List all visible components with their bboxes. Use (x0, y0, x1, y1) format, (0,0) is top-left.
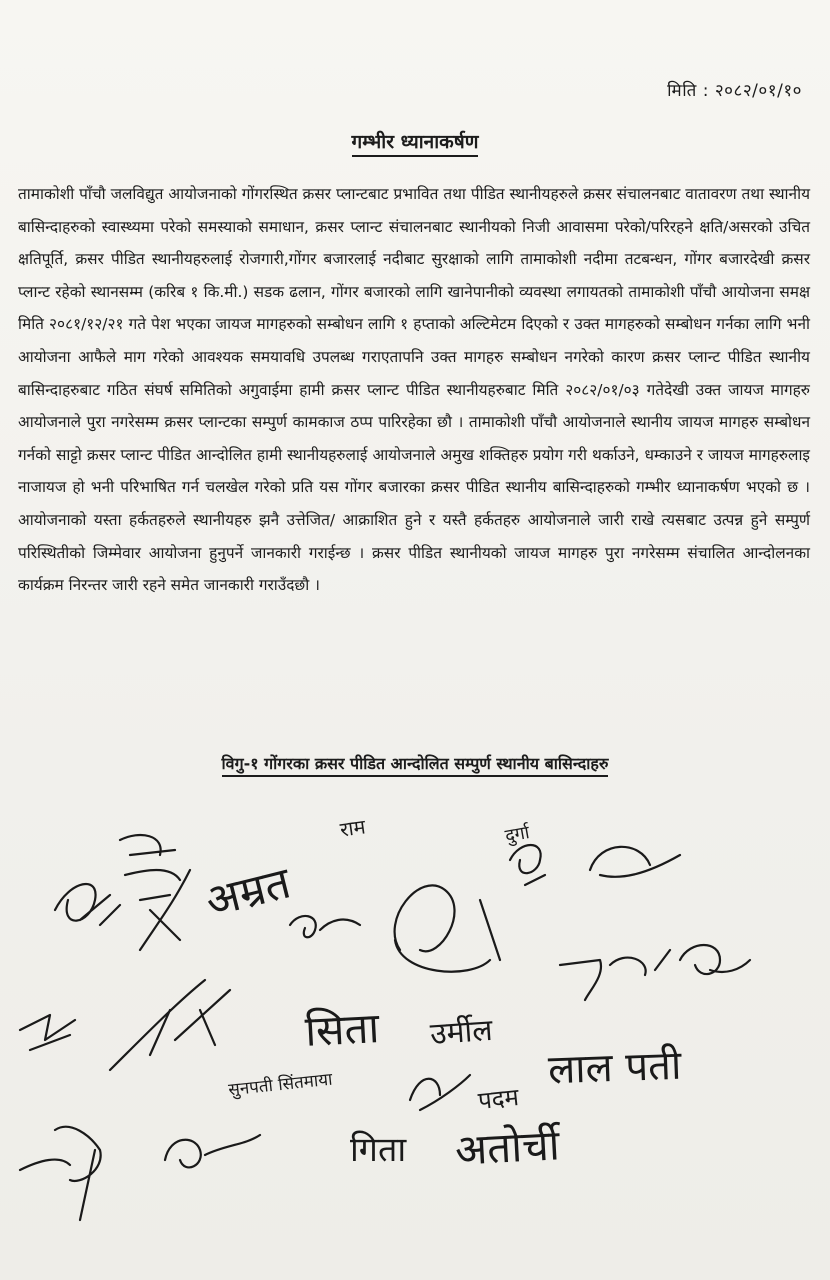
signature-mark (20, 1127, 101, 1220)
signatories-heading-text: विगु-१ गोंगरका क्रसर पीडित आन्दोलित सम्पुर्ण स्थानीय बासिन्दाहरु (222, 754, 609, 777)
signature-name: पदम (476, 1082, 521, 1116)
signature-name: दुर्गा (503, 822, 532, 847)
signature-mark (395, 885, 500, 971)
document-title (0, 128, 830, 154)
signature-mark (165, 1135, 260, 1167)
signature-name: लाल पती (547, 1042, 683, 1094)
signature-mark (680, 945, 750, 974)
signatures-area (0, 800, 830, 1270)
signature-mark (110, 980, 230, 1070)
signature-mark (510, 845, 545, 885)
signature-mark (290, 916, 360, 937)
signature-mark (560, 950, 670, 1000)
document-date: मिति : २०८२/०१/१० (667, 81, 802, 101)
signature-name: सिता (303, 1003, 381, 1056)
signature-scribbles (0, 800, 830, 1270)
signature-mark (410, 1075, 470, 1110)
signature-mark (55, 884, 120, 925)
document-title-text: गम्भीर ध्यानाकर्षण (352, 131, 479, 157)
signature-name: अम्रत (200, 857, 296, 928)
signature-name: सुनपती सिंतमाया (227, 1069, 334, 1101)
signature-name: उर्मील (428, 1012, 494, 1053)
signature-mark (590, 847, 680, 877)
signature-mark (20, 1015, 75, 1050)
signature-name: अतोर्ची (453, 1120, 561, 1175)
signature-mark (140, 870, 190, 950)
signature-name: राम (338, 814, 367, 842)
document-body: तामाकोशी पाँचौ जलविद्युत आयोजनाको गोंगरस्थित क्रसर प्लान्टबाट प्रभावित तथा पीडित स्थानीयहरुले क्रसर संचालनबाट वातावरण तथा स्थानीय बासिन्दाहरुको स्वास्थ्यमा परेको समस्याको समाधान, क्रसर प्लान्ट संचालनबाट स्थानीयको निजी आवासमा परेको/परिरहने क्षति/असरको उचित क्षतिपूर्ति, क्रसर पीडित स्थानीयहरुलाई रोजगारी,गोंगर बजारलाई नदीबाट सुरक्षाको लागि तामाकोशी नदीमा तटबन्धन, गोंगर बजारदेखी क्रसर प्लान्ट रहेको स्थानसम्म (करिब १ कि.मी.) सडक ढलान, गोंगर बजारको लागि खानेपानीको व्यवस्था लगायतको तामाकोशी पाँचौ आयोजना समक्ष मिति २०८१/१२/२१ गते पेश भएका जायज मागहरुको सम्बोधन लागि १ हप्ताको अल्टिमेटम दिएको र उक्त मागहरुको सम्बोधन गर्नका लागि भनी आयोजना आफैले माग गरेको आवश्यक समयावधि उपलब्ध गराएतापनि उक्त मागहरु सम्बोधन नगरेको कारण क्रसर प्लान्ट पीडित स्थानीय बासिन्दाहरुबाट गठित संघर्ष समितिको अगुवाईमा हामी क्रसर प्लान्ट पीडित स्थानीयहरुबाट मिति २०८२/०१/०३ गतेदेखी उक्त जायज मागहरु आयोजनाले पुरा नगरेसम्म क्रसर प्लान्टका सम्पुर्ण कामकाज ठप्प पारिरहेका छौ । तामाकोशी पाँचौ आयोजनाले स्थानीय जायज मागहरु सम्बोधन गर्नको साट्टो क्रसर प्लान्ट पीडित आन्दोलित हामी स्थानीयहरुलाई आयोजनाले अमुख शक्तिहरु प्रयोग गरी थर्काउने, धम्काउने र जायज मागहरुलाइ नाजायज हो भनी परिभाषित गर्न चलखेल गरेको प्रति यस गोंगर बजारका क्रसर पीडित स्थानीय बासिन्दाहरुको गम्भीर ध्यानाकर्षण भएको छ । आयोजनाको यस्ता हर्कतहरुले स्थानीयहरु झनै उत्तेजित/ आक्राशित हुने र यस्तै हर्कतहरु आयोजनाले जारी राखे त्यसबाट उत्पन्न हुने सम्पुर्ण परिस्थितीको जिम्मेवार आयोजना हुनुपर्ने जानकारी गराईन्छ । क्रसर पीडित स्थानीयको जायज मागहरु पुरा नगरेसम्म संचालित आन्दोलनका कार्यक्रम निरन्तर जारी रहने समेत जानकारी गराउँदछौ । (18, 185, 810, 595)
signatories-heading (0, 752, 830, 774)
signature-mark (120, 835, 180, 900)
signature-name: गिता (350, 1130, 407, 1170)
